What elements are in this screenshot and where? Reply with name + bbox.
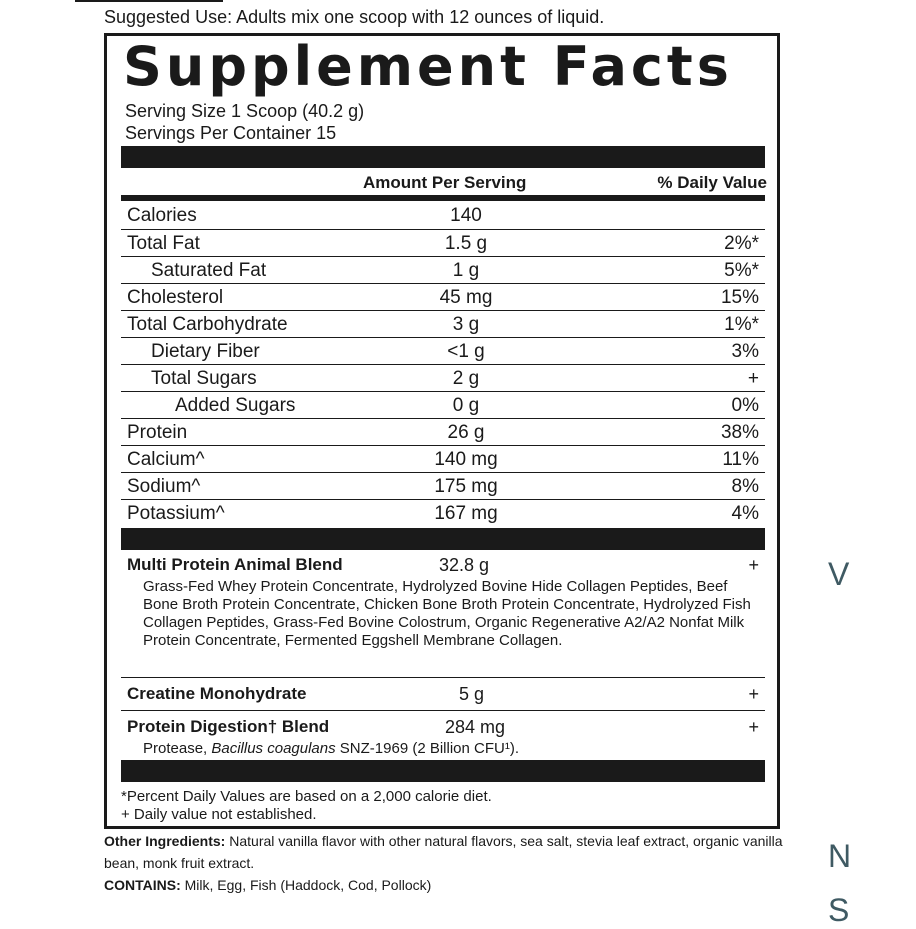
nutrient-amount: <1 g bbox=[447, 341, 485, 362]
nutrient-name: Dietary Fiber bbox=[151, 341, 260, 362]
nutrient-name: Sodium^ bbox=[127, 476, 201, 497]
footnote-daily-values: *Percent Daily Values are based on a 2,000 calorie diet. bbox=[121, 788, 492, 805]
nutrient-amount: 140 mg bbox=[434, 449, 498, 470]
blend-multi-protein bbox=[121, 555, 765, 675]
nutrient-row bbox=[121, 310, 765, 338]
nutrient-dv: 4% bbox=[731, 503, 759, 524]
nutrient-row bbox=[121, 499, 765, 527]
nutrient-row bbox=[121, 472, 765, 500]
blend-desc-italic: Bacillus coagulans bbox=[211, 740, 336, 757]
blend-dv: + bbox=[748, 555, 759, 575]
nutrient-amount: 1 g bbox=[452, 260, 480, 281]
nutrient-amount: 3 g bbox=[452, 314, 480, 335]
nutrient-name: Total Sugars bbox=[151, 368, 257, 389]
nutrient-name: Potassium^ bbox=[127, 503, 225, 524]
nutrient-row bbox=[121, 337, 765, 365]
divider bbox=[121, 677, 765, 678]
top-rule bbox=[75, 0, 223, 2]
nutrient-row bbox=[121, 283, 765, 311]
nutrient-amount: 167 mg bbox=[434, 503, 498, 524]
nutrient-dv: 1%* bbox=[724, 314, 759, 335]
blend-name: Creatine Monohydrate bbox=[127, 684, 307, 703]
blend-desc-suffix: SNZ-1969 (2 Billion CFU¹). bbox=[335, 740, 520, 757]
nutrient-name: Total Fat bbox=[127, 233, 200, 254]
nutrient-name: Cholesterol bbox=[127, 287, 224, 308]
nutrient-dv: 8% bbox=[731, 476, 759, 497]
footnote-not-established: + Daily value not established. bbox=[121, 806, 317, 823]
nutrient-amount: 0 g bbox=[452, 395, 480, 416]
nutrient-amount: 140 bbox=[450, 205, 482, 226]
supplement-facts-panel bbox=[104, 33, 780, 829]
side-text: S bbox=[828, 892, 850, 928]
blend-name: Protein Digestion† Blend bbox=[127, 717, 330, 736]
divider bbox=[121, 710, 765, 711]
blend-ingredients bbox=[143, 740, 763, 758]
suggested-use: Suggested Use: Adults mix one scoop with 12 ounces of liquid. bbox=[104, 7, 605, 27]
nutrient-row bbox=[121, 256, 765, 284]
nutrient-amount: 45 mg bbox=[439, 287, 493, 308]
nutrient-name: Saturated Fat bbox=[151, 260, 267, 281]
blend-amount: 32.8 g bbox=[439, 555, 490, 575]
header-daily-value: % Daily Value bbox=[657, 173, 767, 192]
nutrient-amount: 26 g bbox=[447, 422, 485, 443]
nutrient-name: Calcium^ bbox=[127, 449, 205, 470]
nutrient-row bbox=[121, 202, 765, 229]
contains bbox=[104, 874, 784, 896]
nutrient-dv: 5%* bbox=[724, 260, 759, 281]
thick-divider bbox=[121, 760, 765, 782]
nutrient-dv: 2%* bbox=[724, 233, 759, 254]
thick-divider bbox=[121, 528, 765, 550]
servings-per-container: Servings Per Container 15 bbox=[125, 123, 337, 143]
thick-divider bbox=[121, 146, 765, 168]
blend-creatine bbox=[121, 684, 765, 708]
panel-title: Supplement Facts bbox=[123, 35, 733, 98]
nutrient-dv: 11% bbox=[722, 449, 759, 470]
nutrient-dv: 38% bbox=[720, 422, 759, 443]
blend-name: Multi Protein Animal Blend bbox=[127, 555, 343, 574]
blend-dv: + bbox=[748, 717, 759, 737]
nutrient-amount: 1.5 g bbox=[444, 233, 488, 254]
nutrient-row bbox=[121, 364, 765, 392]
blend-dv: + bbox=[748, 684, 759, 704]
nutrient-row bbox=[121, 229, 765, 257]
blend-amount: 284 mg bbox=[445, 717, 506, 737]
nutrient-row bbox=[121, 391, 765, 419]
nutrient-dv: 0% bbox=[731, 395, 759, 416]
other-ingredients bbox=[104, 830, 784, 874]
blend-amount: 5 g bbox=[459, 684, 485, 704]
side-text: V bbox=[828, 556, 850, 592]
header-amount: Amount Per Serving bbox=[363, 173, 527, 192]
nutrient-name: Calories bbox=[127, 205, 197, 226]
nutrient-row bbox=[121, 445, 765, 473]
nutrient-amount: 175 mg bbox=[434, 476, 498, 497]
nutrient-dv: 15% bbox=[720, 287, 759, 308]
other-ingredients-text: Natural vanilla flavor with other natural flavors, sea salt, stevia leaf extract, organic vanilla bean, monk fruit extract. bbox=[104, 833, 783, 871]
nutrient-name: Protein bbox=[127, 422, 188, 443]
nutrient-amount: 2 g bbox=[452, 368, 480, 389]
contains-label: CONTAINS: bbox=[104, 877, 181, 893]
nutrient-dv: + bbox=[747, 368, 759, 389]
side-text: N bbox=[828, 838, 852, 874]
contains-text: Milk, Egg, Fish (Haddock, Cod, Pollock) bbox=[180, 877, 432, 893]
serving-size: Serving Size 1 Scoop (40.2 g) bbox=[125, 101, 365, 121]
nutrient-name: Added Sugars bbox=[175, 395, 296, 416]
blend-desc-prefix: Protease, bbox=[143, 740, 212, 757]
blend-protein-digestion bbox=[121, 717, 765, 763]
other-ingredients-label: Other Ingredients: bbox=[104, 833, 226, 849]
nutrient-name: Total Carbohydrate bbox=[127, 314, 288, 335]
header-divider bbox=[121, 195, 765, 201]
blend-ingredients: Grass-Fed Whey Protein Concentrate, Hydrolyzed Bovine Hide Collagen Peptides, Beef Bone Broth Protein Concentrate, Chicken Bone Broth Protein Concentrate, Hydrolyzed Fish Collagen Peptides, Grass-Fed Bovine Colostrum, Organic Regenerative A2/A2 Nonfat Milk Protein Concentrate, Fermented Eggshell Membrane Collagen. bbox=[143, 578, 751, 649]
nutrient-row bbox=[121, 418, 765, 446]
nutrient-dv: 3% bbox=[731, 341, 759, 362]
